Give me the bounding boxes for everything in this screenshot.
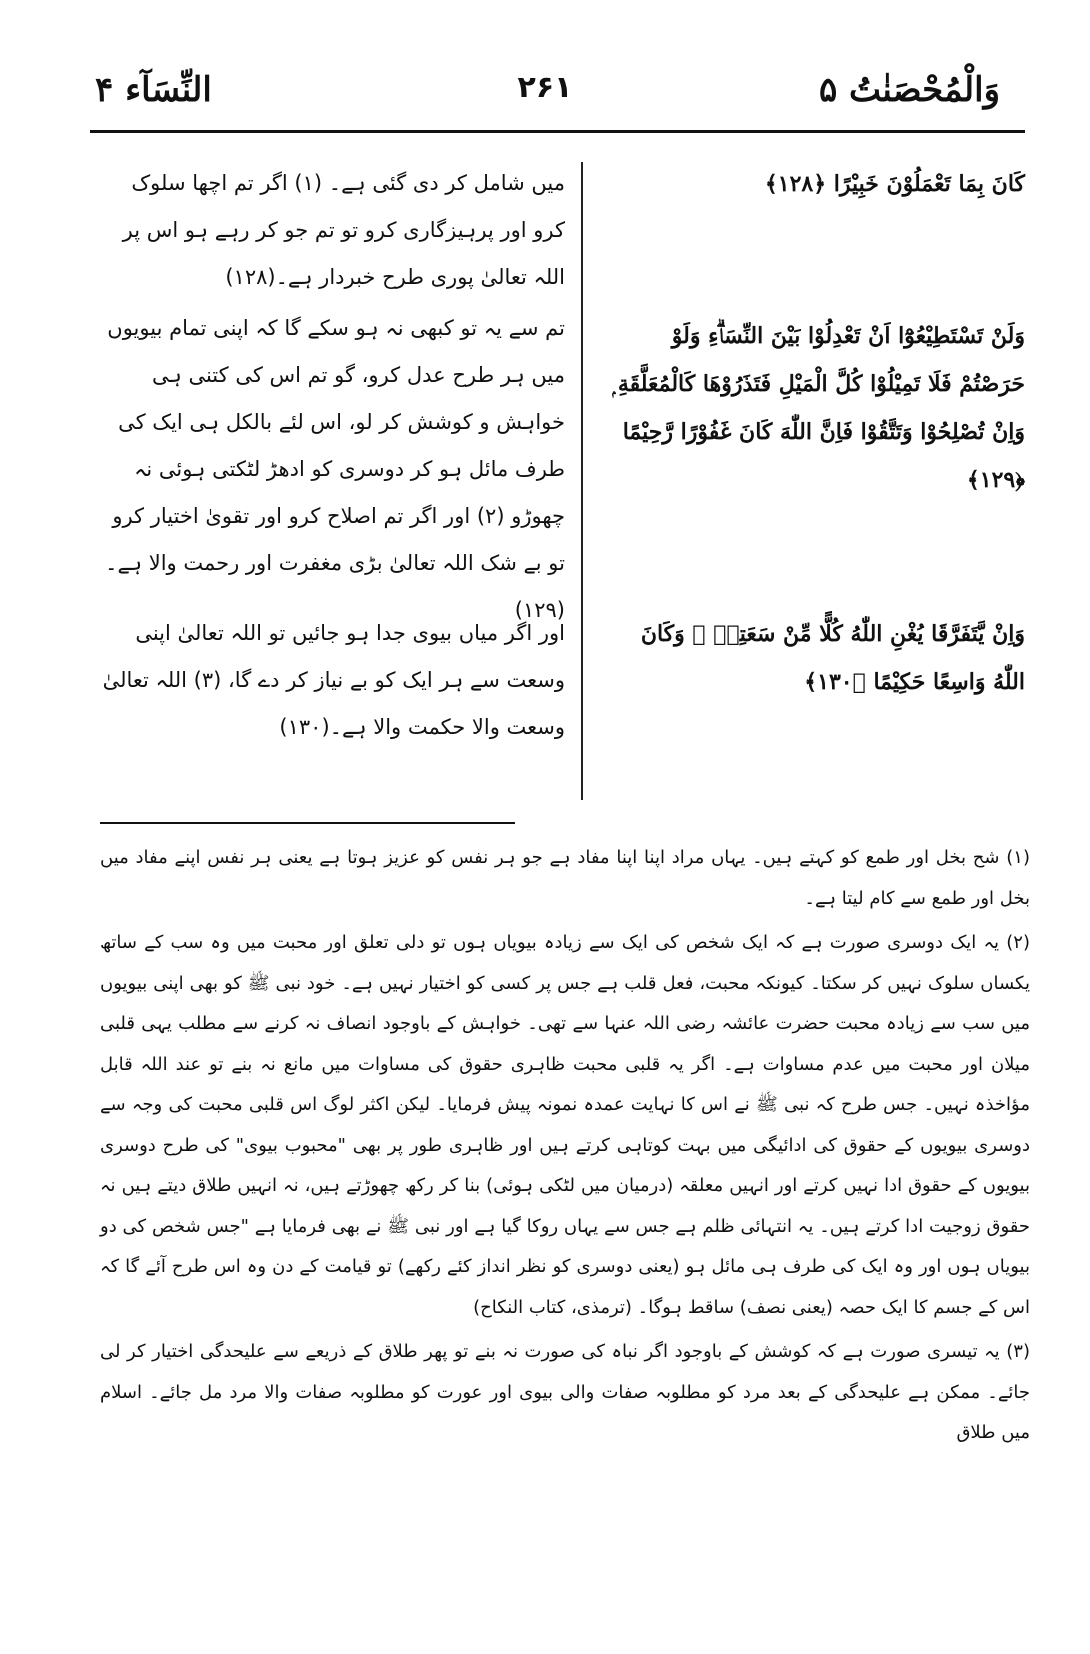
juz-title: وَالْمُحْصَنٰتُ ۵	[818, 70, 1000, 110]
ayah-130: وَاِنْ يَّتَفَرَّقَا يُغْنِ اللّٰهُ كُلًّا مِّنْ سَعَتِهٖ ۭ وَكَانَ اللّٰهُ وَاسِعًا حَكِيْمًا ﴿۱۳۰﴾	[640, 621, 1025, 695]
footnote-2: (۲) یہ ایک دوسری صورت ہے کہ ایک شخص کی ایک سے زیادہ بیویاں ہوں تو دلی تعلق اور محبت میں وہ سب کے ساتھ یکساں سلوک نہیں کر سکتا۔ کیونکہ محبت، فعل قلب ہے جس پر کسی کو اختیار نہیں ہے۔ خود نبی ﷺ کو بھی اپنی بیویوں میں سب سے زیادہ محبت حضرت عائشہ رضی اللہ عنہا سے تھی۔ خواہش کے باوجود انصاف نہ کرنے سے مطلب یہی قلبی میلان اور محبت میں عدم مساوات ہے۔ اگر یہ قلبی محبت ظاہری حقوق کی مساوات میں مانع نہ بنے تو عند اللہ قابل مؤاخذہ نہیں۔ جس طرح کہ نبی ﷺ نے اس کا نہایت عمدہ نمونہ پیش فرمایا۔ لیکن اکثر لوگ اس قلبی محبت کی وجہ سے دوسری بیویوں کے حقوق کی ادائیگی میں بہت کوتاہی کرتے ہیں اور ظاہری طور پر بھی "محبوب بیوی" کی طرح دوسری بیویوں کے حقوق ادا نہیں کرتے اور انہیں معلقہ (درمیان میں لٹکی ہوئی) بنا کر رکھ چھوڑتے ہیں، نہ انہیں طلاق دیتے ہیں نہ حقوق زوجیت ادا کرتے ہیں۔ یہ انتہائی ظلم ہے جس سے یہاں روکا گیا ہے اور نبی ﷺ نے بھی فرمایا ہے "جس شخص کی دو بیویاں ہوں اور وہ ایک کی طرف ہی مائل ہو (یعنی دوسری کو نظر انداز کئے رکھے) تو قیامت کے دن وہ اس طرح آئے گا کہ اس کے جسم کا ایک حصہ (یعنی نصف) ساقط ہوگا۔ (ترمذی، کتاب النکاح)	[100, 932, 1030, 1318]
translation-129	[100, 305, 565, 634]
translation-text: تم سے یہ تو کبھی نہ ہو سکے گا کہ اپنی تمام بیویوں میں ہر طرح عدل کرو، گو تم اس کی کتنی ہی خواہش و کوشش کر لو، اس لئے بالکل ہی ایک کی طرف مائل ہو کر دوسری کو ادھڑ لٹکتی ہوئی نہ چھوڑو (۲) اور اگر تم اصلاح کرو اور تقویٰ اختیار کرو تو بے شک اللہ تعالیٰ بڑی مغفرت اور رحمت والا ہے۔(۱۲۹)	[105, 316, 565, 622]
footnote-1: (۱) شح بخل اور طمع کو کہتے ہیں۔ یہاں مراد اپنا اپنا مفاد ہے جو ہر نفس کو عزیز ہوتا ہے یعنی ہر نفس اپنے مفاد میں بخل اور طمع سے کام لیتا ہے۔	[100, 847, 1030, 909]
ayah-128-end: كَانَ بِمَا تَعْمَلُوْنَ خَبِيْرًا ﴿۱۲۸﴾	[764, 171, 1025, 197]
footnote-3: (۳) یہ تیسری صورت ہے کہ کوشش کے باوجود اگر نباہ کی صورت نہ بنے تو پھر طلاق کے ذریعے سے علیحدگی اختیار کر لی جائے۔ ممکن ہے علیحدگی کے بعد مرد کو مطلوبہ صفات والی بیوی اور عورت کو مطلوبہ صفات والا مرد مل جائے۔ اسلام میں طلاق	[100, 1341, 1030, 1443]
translation-text: میں شامل کر دی گئی ہے۔ (۱) اگر تم اچھا سلوک کرو اور پرہیزگاری کرو تو تم جو کر رہے ہو اس پر اللہ تعالیٰ پوری طرح خبردار ہے۔(۱۲۸)	[122, 171, 565, 289]
translation-130	[100, 610, 565, 751]
translation-128	[100, 160, 565, 301]
column-divider	[581, 162, 583, 800]
translation-text: اور اگر میاں بیوی جدا ہو جائیں تو اللہ تعالیٰ اپنی وسعت سے ہر ایک کو بے نیاز کر دے گا، (۳) اللہ تعالیٰ وسعت والا حکمت والا ہے۔(۱۳۰)	[102, 621, 565, 739]
ayah-129: وَلَنْ تَسْتَطِيْعُوْٓا اَنْ تَعْدِلُوْا بَيْنَ النِّسَاۗءِ وَلَوْ حَرَصْتُمْ فَلَا تَمِيْلُوْا كُلَّ الْمَيْلِ فَتَذَرُوْھَا كَالْمُعَلَّقَةِ ۭ وَاِنْ تُصْلِحُوْا وَتَتَّقُوْا فَاِنَّ اللّٰهَ كَانَ غَفُوْرًا رَّحِيْمًا ﴿۱۲۹﴾	[612, 323, 1025, 493]
surah-title: النِّسَآء ۴	[95, 70, 212, 110]
footnotes	[100, 838, 1030, 1458]
page-number: ۲۶۱	[517, 70, 573, 105]
footnote-divider	[100, 822, 515, 824]
header-divider	[90, 130, 1025, 133]
